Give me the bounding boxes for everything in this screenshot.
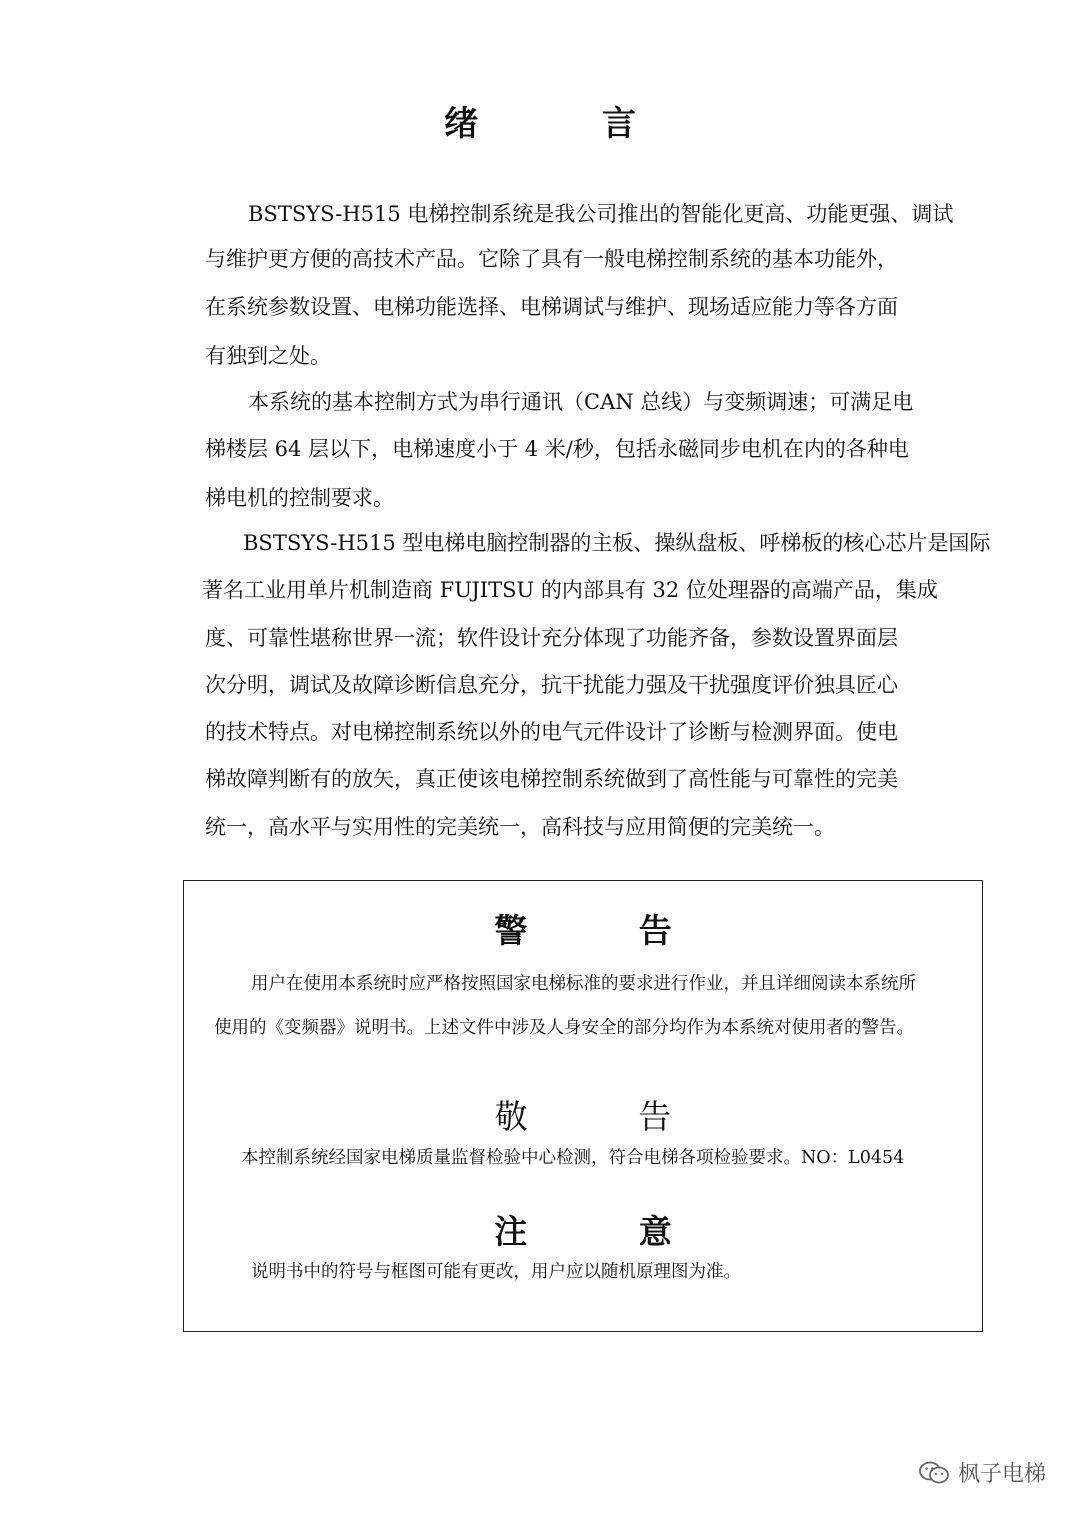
intro-line: 本系统的基本控制方式为串行通讯（CAN 总线）与变频调速；可满足电 bbox=[248, 390, 914, 414]
watermark bbox=[918, 1457, 1046, 1488]
intro-line: BSTSYS-H515 型电梯电脑控制器的主板、操纵盘板、呼梯板的核心芯片是国际 bbox=[243, 531, 991, 555]
intro-line: 梯故障判断有的放矢，真正使该电梯控制系统做到了高性能与可靠性的完美 bbox=[205, 767, 898, 791]
attention-title: 注 意 bbox=[494, 1212, 722, 1251]
attention-line: 说明书中的符号与框图可能有更改，用户应以随机原理图为准。 bbox=[251, 1262, 741, 1282]
intro-line: 的技术特点。对电梯控制系统以外的电气元件设计了诊断与检测界面。使电 bbox=[205, 720, 898, 744]
warning-title: 警 告 bbox=[494, 911, 722, 950]
intro-line: 梯电机的控制要求。 bbox=[205, 486, 394, 510]
intro-line: 与维护更方便的高技术产品。它除了具有一般电梯控制系统的基本功能外， bbox=[205, 247, 898, 271]
intro-line: 在系统参数设置、电梯功能选择、电梯调试与维护、现场适应能力等各方面 bbox=[205, 295, 898, 319]
intro-line: 统一，高水平与实用性的完美统一，高科技与应用简便的完美统一。 bbox=[205, 815, 835, 839]
warning-line: 使用的《变频器》说明书。上述文件中涉及人身安全的部分均作为本系统对使用者的警告。 bbox=[214, 1018, 914, 1038]
page-title: 绪 言 bbox=[444, 104, 692, 144]
notice-line: 本控制系统经国家电梯质量监督检验中心检测，符合电梯各项检验要求。NO：L0454 bbox=[241, 1148, 905, 1168]
intro-line: BSTSYS-H515 电梯控制系统是我公司推出的智能化更高、功能更强、调试 bbox=[248, 202, 954, 226]
intro-line: 有独到之处。 bbox=[205, 344, 331, 368]
intro-line: 度、可靠性堪称世界一流；软件设计充分体现了功能齐备，参数设置界面层 bbox=[205, 626, 898, 650]
warning-line: 用户在使用本系统时应严格按照国家电梯标准的要求进行作业，并且详细阅读本系统所 bbox=[251, 974, 916, 994]
intro-line: 次分明，调试及故障诊断信息充分，抗干扰能力强及干扰强度评价独具匠心 bbox=[205, 673, 898, 697]
intro-line: 梯楼层 64 层以下，电梯速度小于 4 米/秒，包括永磁同步电机在内的各种电 bbox=[205, 437, 909, 461]
notice-title: 敬 告 bbox=[494, 1097, 722, 1136]
warning-box bbox=[183, 880, 983, 1332]
wechat-icon bbox=[918, 1460, 950, 1486]
watermark-text: 枫子电梯 bbox=[957, 1462, 1046, 1487]
intro-line: 著名工业用单片机制造商 FUJITSU 的内部具有 32 位处理器的高端产品，集成 bbox=[202, 578, 938, 602]
